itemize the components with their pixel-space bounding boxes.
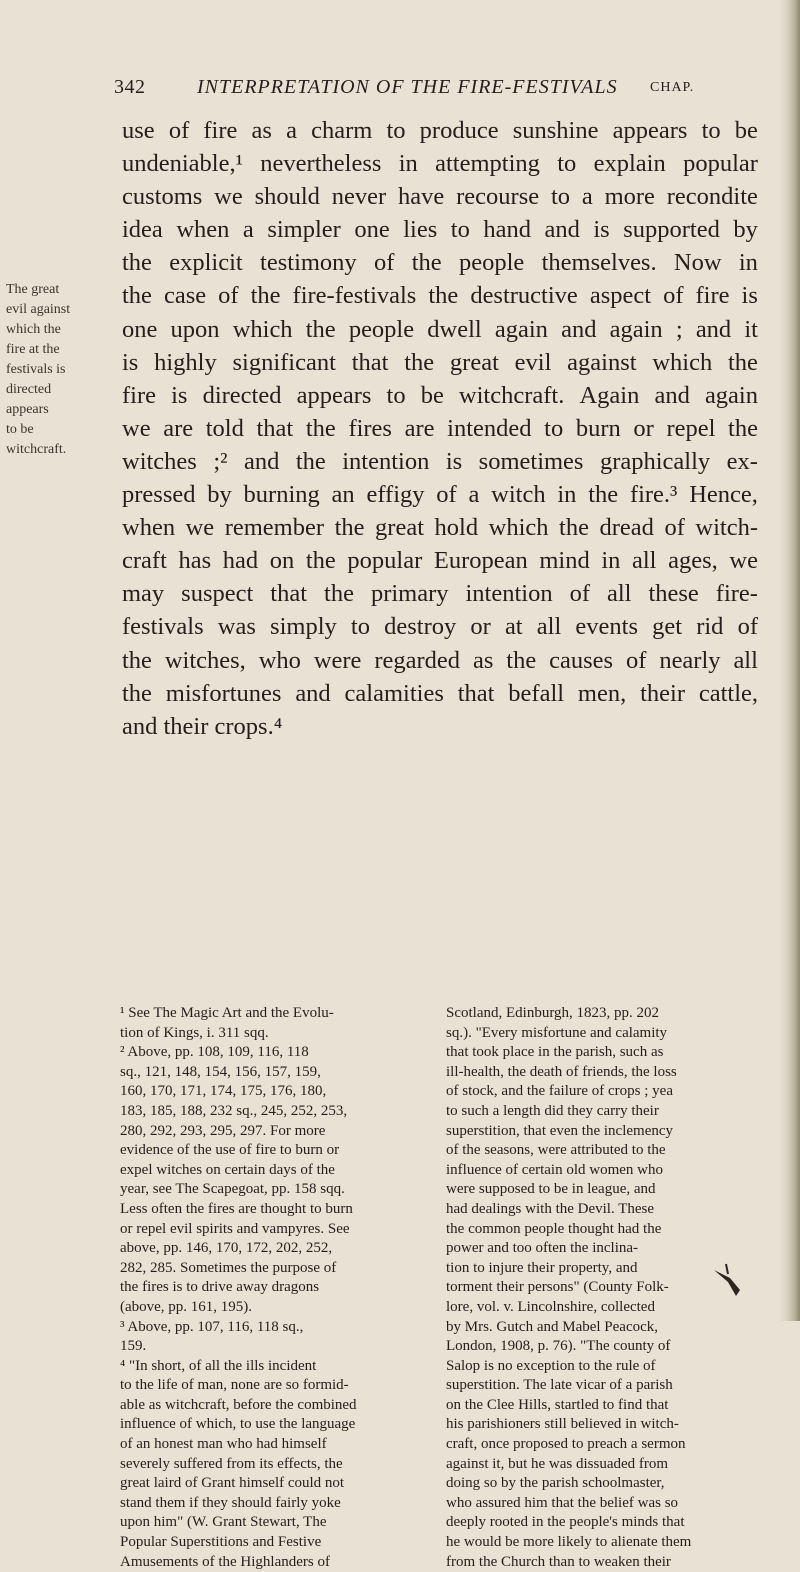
footnote-line: tion of Kings, i. 311 sqq. <box>120 1024 269 1041</box>
footnote-line: 282, 285. Sometimes the purpose of <box>120 1259 337 1276</box>
footnote-line: doing so by the parish schoolmaster, <box>446 1475 665 1492</box>
running-title: INTERPRETATION OF THE FIRE-FESTIVALS <box>197 76 618 98</box>
body-line: one upon which the people dwell again and again ; and it <box>122 315 758 343</box>
footnote-line: sq., 121, 148, 154, 156, 157, 159, <box>120 1063 321 1080</box>
footnote-line: year, see The Scapegoat, pp. 158 sqq. <box>120 1181 345 1198</box>
footnote-line: able as witchcraft, before the combined <box>120 1396 357 1413</box>
footnote-line: expel witches on certain days of the <box>120 1161 335 1178</box>
margin-note-line: evil against <box>6 302 71 317</box>
margin-note-line: to be <box>6 422 34 437</box>
margin-note-line: directed <box>6 382 52 397</box>
footnote-line: Amusements of the Highlanders of <box>120 1553 330 1570</box>
body-line: the witches, who were regarded as the causes of nearly all <box>122 646 758 674</box>
footnote-line: to the life of man, none are so formid- <box>120 1377 349 1394</box>
margin-note-line: witchcraft. <box>6 442 67 457</box>
footnote-line: to such a length did they carry their <box>446 1102 659 1119</box>
footnote-line: the common people thought had the <box>446 1220 662 1237</box>
footnote-line: or repel evil spirits and vampyres. See <box>120 1220 350 1237</box>
body-line: use of fire as a charm to produce sunshine appears to be <box>122 117 758 144</box>
body-line: festivals was simply to destroy or at all events get rid of <box>122 613 758 641</box>
footnote-line: he would be more likely to alienate them <box>446 1534 692 1551</box>
footnote-line: of the seasons, were attributed to the <box>446 1142 666 1159</box>
footnote-line: superstition. The late vicar of a parish <box>446 1377 673 1394</box>
footnote-line: influence of certain old women who <box>446 1161 664 1178</box>
body-line: is highly significant that the great evil against which the <box>122 348 758 376</box>
body-line: when we remember the great hold which the dread of witch- <box>122 514 758 542</box>
footnote-line: stand them if they should fairly yoke <box>120 1494 341 1511</box>
margin-note-line: which the <box>6 322 61 337</box>
footnote-line: torment their persons" (County Folk- <box>446 1279 669 1296</box>
footnote-line: (above, pp. 161, 195). <box>120 1298 253 1315</box>
footnote-line: sq.). "Every misfortune and calamity <box>446 1024 668 1041</box>
footnote-line: ¹ See The Magic Art and the Evolu- <box>120 1005 334 1021</box>
body-line: undeniable,¹ nevertheless in attempting to explain popular <box>122 150 758 178</box>
body-line: the misfortunes and calamities that befall men, their cattle, <box>122 679 758 707</box>
footnote-line: great laird of Grant himself could not <box>120 1475 345 1492</box>
margin-note-line: appears <box>6 402 49 417</box>
page-number: 342 <box>114 76 146 98</box>
body-line: craft has had on the popular European mind in all ages, we <box>122 547 758 575</box>
footnote-line: London, 1908, p. 76). "The county of <box>446 1338 671 1355</box>
footnote-line: who assured him that the belief was so <box>446 1494 679 1511</box>
footnote-line: 183, 185, 188, 232 sq., 245, 252, 253, <box>120 1102 348 1119</box>
margin-note-line: festivals is <box>6 362 66 377</box>
page-corner-mark <box>706 1260 746 1300</box>
footnote-line: by Mrs. Gutch and Mabel Peacock, <box>446 1318 659 1335</box>
footnote-line: had dealings with the Devil. These <box>446 1200 655 1217</box>
footnote-line: ² Above, pp. 108, 109, 116, 118 <box>120 1044 309 1061</box>
footnote-line: influence of which, to use the language <box>120 1416 356 1433</box>
margin-note <box>6 280 112 460</box>
footnote-line: that took place in the parish, such as <box>446 1044 664 1061</box>
footnote-line: against it, but he was dissuaded from <box>446 1455 669 1472</box>
footnote-line: on the Clee Hills, startled to find that <box>446 1396 669 1413</box>
footnote-line: ill-health, the death of friends, the loss <box>446 1063 677 1080</box>
footnote-line: of stock, and the failure of crops ; yea <box>446 1083 673 1100</box>
body-line: the case of the fire-festivals the destructive aspect of fire is <box>122 282 758 310</box>
footnote-line: 159. <box>120 1338 147 1355</box>
footnote-line: deeply rooted in the people's minds that <box>446 1514 685 1531</box>
margin-note-line: The great <box>6 282 60 297</box>
footnote-line: power and too often the inclina- <box>446 1240 639 1257</box>
footnote-line: superstition, that even the inclemency <box>446 1122 674 1139</box>
footnote-line: were supposed to be in league, and <box>446 1181 656 1198</box>
body-line: and their crops.⁴ <box>122 712 283 740</box>
footnote-line: 280, 292, 293, 295, 297. For more <box>120 1122 326 1139</box>
footnote-line: 160, 170, 171, 174, 175, 176, 180, <box>120 1083 327 1100</box>
footnote-line: Salop is no exception to the rule of <box>446 1357 656 1374</box>
body-line: fire is directed appears to be witchcraft. Again and again <box>122 381 758 409</box>
footnotes <box>120 1004 760 1570</box>
margin-note-line: fire at the <box>6 342 60 357</box>
footnote-line: lore, vol. v. Lincolnshire, collected <box>446 1298 655 1315</box>
footnote-line: Popular Superstitions and Festive <box>120 1534 322 1551</box>
footnote-line: craft, once proposed to preach a sermon <box>446 1436 686 1453</box>
footnote-line: Less often the fires are thought to burn <box>120 1200 353 1217</box>
footnote-line: from the Church than to weaken their <box>446 1553 671 1570</box>
footnote-line: above, pp. 146, 170, 172, 202, 252, <box>120 1240 333 1257</box>
footnote-line: the fires is to drive away dragons <box>120 1279 320 1296</box>
page-edge-shadow <box>778 0 800 1321</box>
body-line: the explicit testimony of the people themselves. Now in <box>122 249 758 277</box>
body-line: witches ;² and the intention is sometimes graphically ex- <box>122 447 758 475</box>
footnote-line: his parishioners still believed in witch- <box>446 1416 679 1433</box>
body-line: may suspect that the primary intention of all these fire- <box>122 580 758 608</box>
body-line: customs we should never have recourse to a more recondite <box>122 183 758 211</box>
footnote-line: severely suffered from its effects, the <box>120 1455 343 1472</box>
footnote-line: upon him" (W. Grant Stewart, The <box>120 1514 327 1531</box>
body-line: pressed by burning an effigy of a witch in the fire.³ Hence, <box>122 481 758 509</box>
footnote-line: of an honest man who had himself <box>120 1436 327 1453</box>
footnote-line: evidence of the use of fire to burn or <box>120 1142 340 1159</box>
body-paragraph <box>122 114 758 743</box>
body-line: we are told that the fires are intended to burn or repel the <box>122 414 758 442</box>
footnote-line: ³ Above, pp. 107, 116, 118 sq., <box>120 1318 304 1335</box>
footnote-line: ⁴ "In short, of all the ills incident <box>120 1357 317 1374</box>
chapter-abbrev: CHAP. <box>650 80 695 95</box>
running-header <box>114 76 714 106</box>
footnote-line: tion to injure their property, and <box>446 1259 638 1276</box>
footnotes-left-column <box>120 1004 428 1572</box>
footnote-line: Scotland, Edinburgh, 1823, pp. 202 <box>446 1005 660 1021</box>
body-line: idea when a simpler one lies to hand and is supported by <box>122 216 758 244</box>
